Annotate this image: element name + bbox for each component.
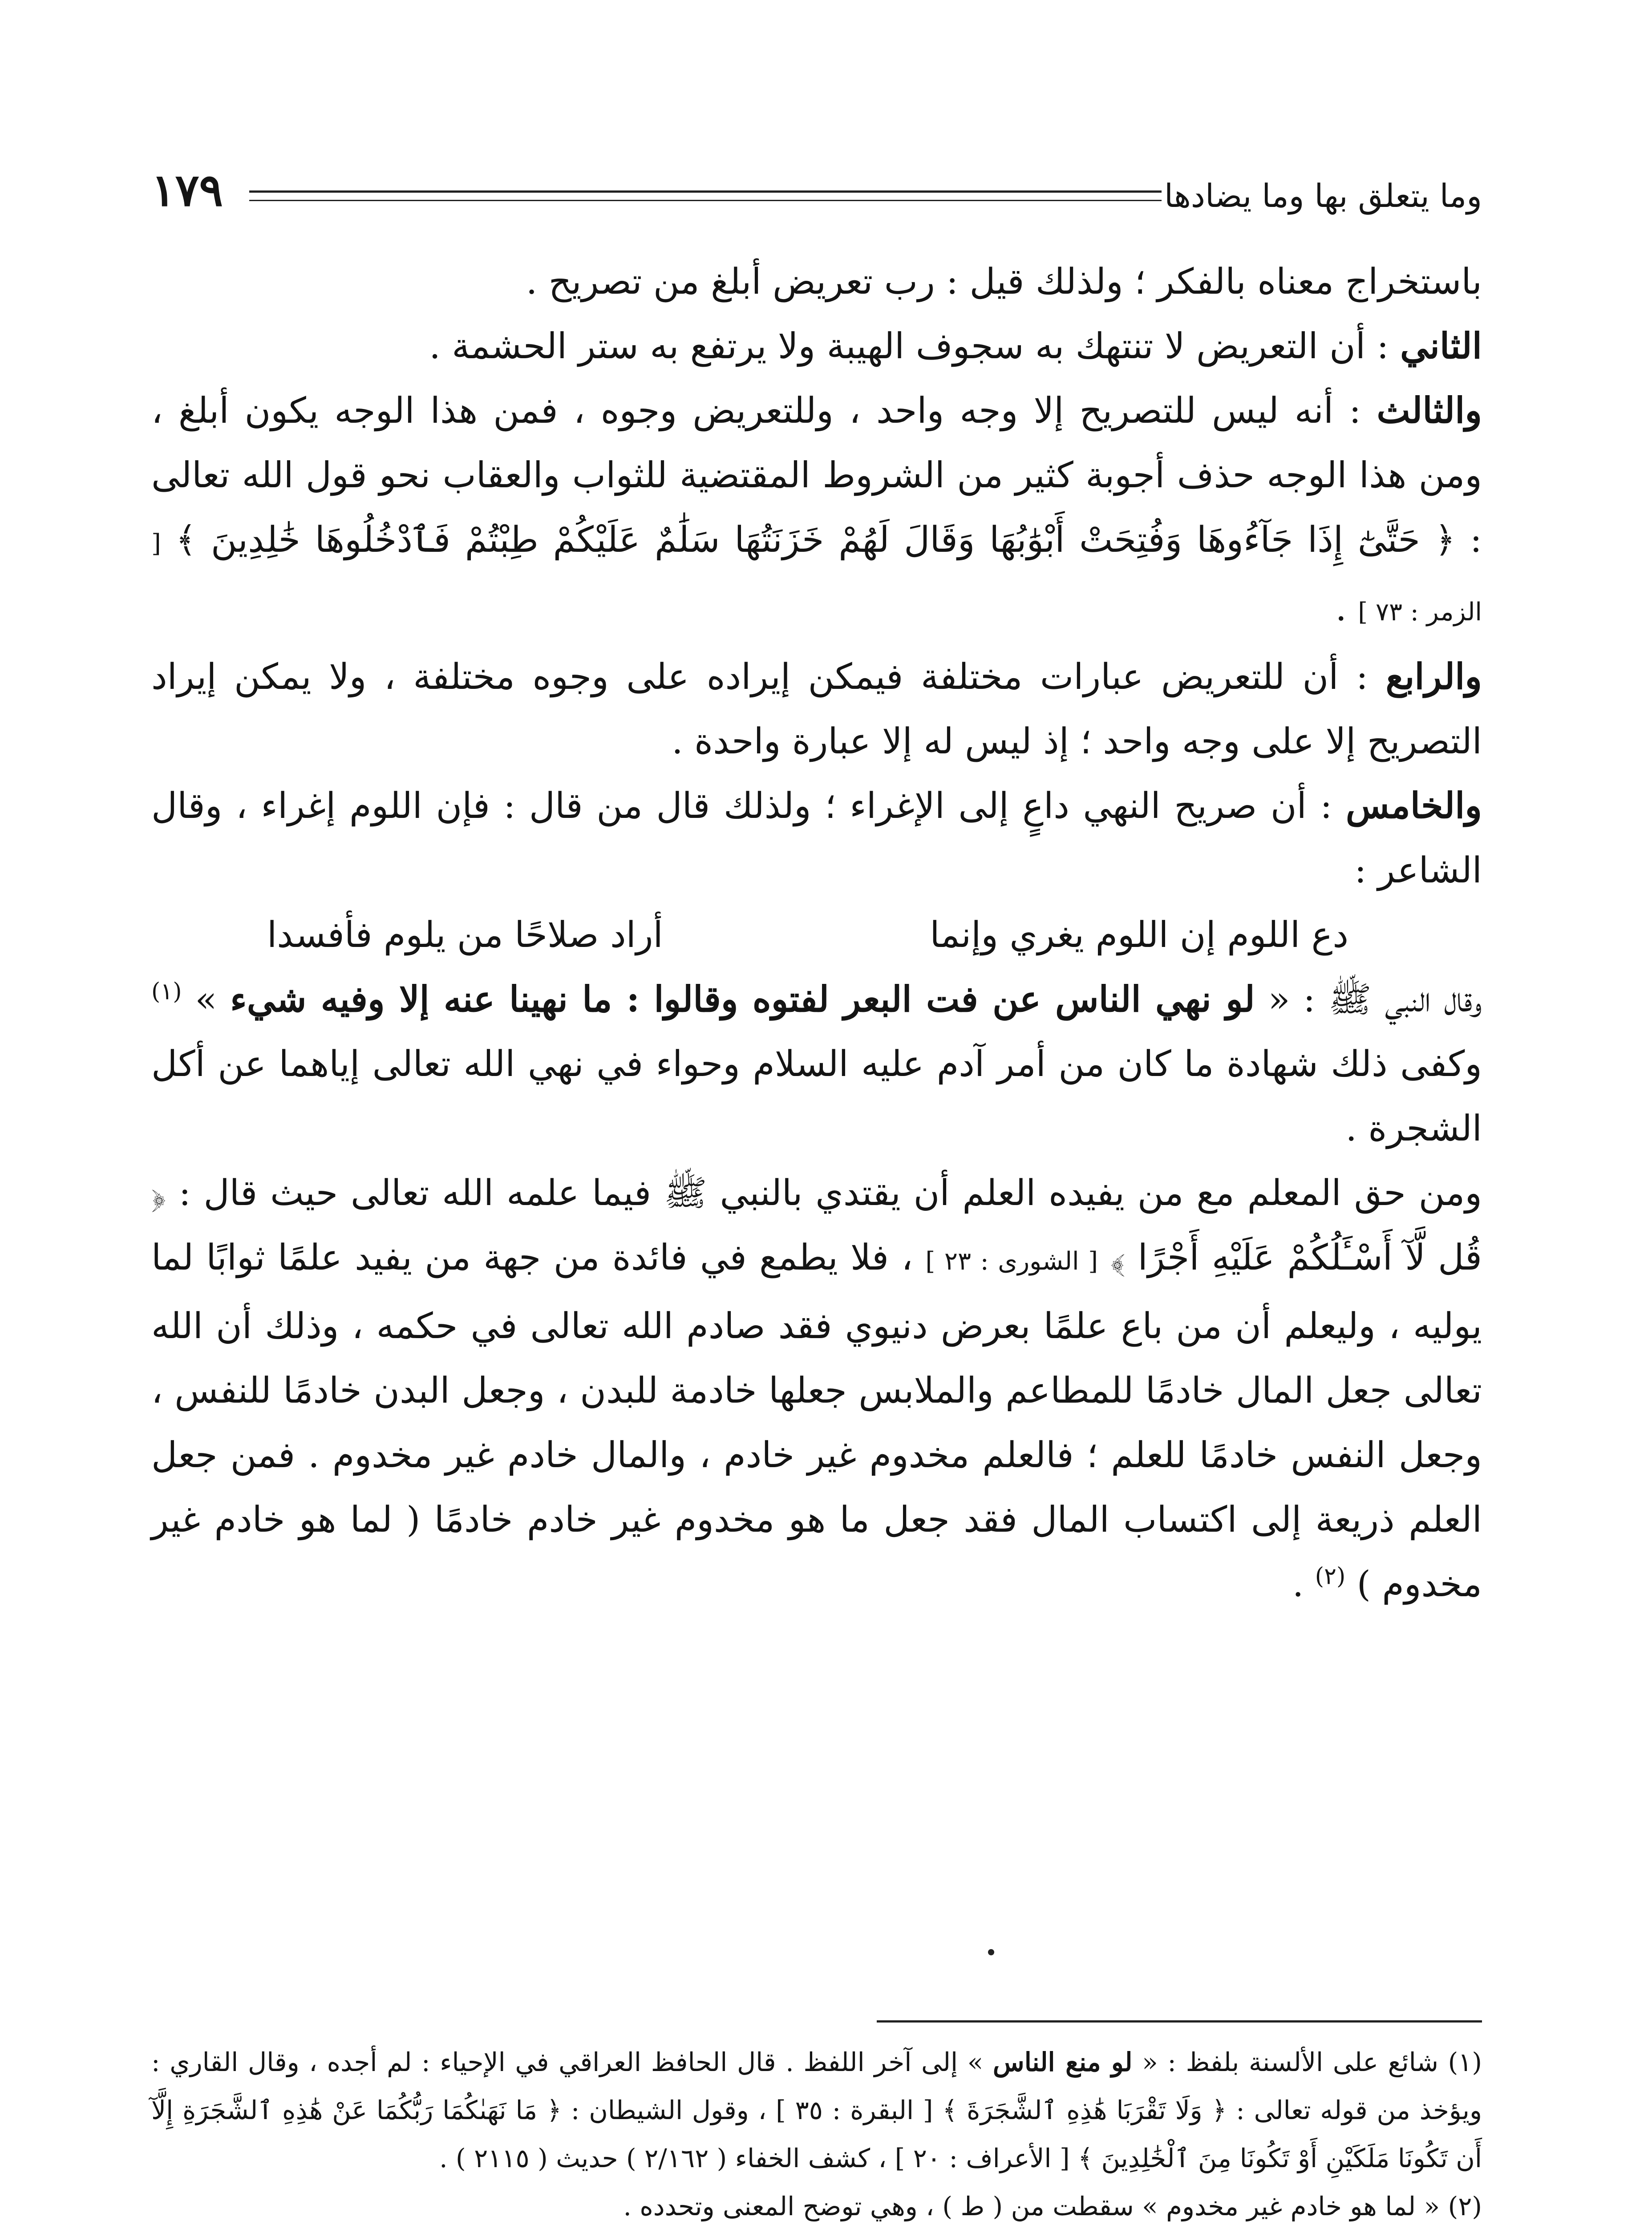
paragraph-2-text: : أن التعريض لا تنتهك به سجوف الهيبة ولا يرتفع به ستر الحشمة . [429,325,1400,367]
paragraph-7-text-b: ، فلا يطمع في فائدة من جهة من يفيد علمًا ثوابًا لما يوليه ، وليعلم أن من باع علمًا بعرض دنيوي فقد صادم الله تعالى في حكمه ، وذلك أن الله تعالى جعل المال خادمًا للمطاعم والملابس جعلها خادمة للبدن ، وجعل البدن خادمًا للنفس ، وجعل النفس خادمًا للعلم ؛ فالعلم مخدوم غير خادم ، والمال خادم غير مخدوم . فمن جعل العلم ذريعة إلى اكتساب المال فقد جعل ما هو مخدوم غير خادم خادمًا ( لما هو خادم غير مخدوم ) [151,1237,1482,1605]
paragraph-7-verse-ref: [ الشورى : ٢٣ ] [925,1247,1098,1276]
paragraph-2 [151,314,1482,378]
footnote-1 [151,2038,1482,2182]
footnote-1-text-a: (١) شائع على الألسنة بلفظ : « [1132,2047,1482,2077]
book-page [151,160,1482,2225]
paragraph-5-text: : أن صريح النهي داعٍ إلى الإغراء ؛ ولذلك قال من قال : فإن اللوم إغراء ، وقال الشاعر : [151,785,1482,891]
footnote-marker-1: (١) [151,978,182,1005]
paragraph-4-text: : أن للتعريض عبارات مختلفة فيمكن إيراده على وجوه مختلفة ، ولا يمكن إيراد التصريح إلا على وجه واحد ؛ إذ ليس له إلا عبارة واحدة . [151,656,1482,762]
footnote-1-text-b: » إلى آخر اللفظ . قال الحافظ العراقي في الإحياء : لم أجده ، وقال القاري : ويؤخذ من قوله تعالى : ﴿ وَلَا تَقْرَبَا هَٰذِهِ ٱلشَّجَرَةَ ﴾ [ البقرة : ٣٥ ] ، وقول الشيطان : ﴿ مَا نَهَىٰكُمَا رَبُّكُمَا عَنْ هَٰذِهِ ٱلشَّجَرَةِ إِلَّآ أَن تَكُونَا مَلَكَيْنِ أَوْ تَكُونَا مِنَ ٱلْخَٰلِدِينَ ﴾ [ الأعراف : ٢٠ ] ، كشف الخفاء ( ٢/١٦٢ ) حديث ( ٢١١٥ ) . [151,2047,1482,2173]
paragraph-3-text: : أنه ليس للتصريح إلا وجه واحد ، وللتعريض وجوه ، فمن هذا الوجه يكون أبلغ ، ومن هذا الوجه حذف أجوبة كثير من الشروط المقتضية للثواب والعقاب نحو قول الله تعالى : ﴿ حَتَّىٰٓ إِذَا جَآءُوهَا وَفُتِحَتْ أَبْوَٰبُهَا وَقَالَ لَهُمْ خَزَنَتُهَا سَلَٰمٌ عَلَيْكُمْ طِبْتُمْ فَٱدْخُلُوهَا خَٰلِدِينَ ﴾ [151,390,1482,560]
paragraph-3-label: والثالث [1377,389,1482,431]
paragraph-5 [151,773,1482,902]
paragraph-3-end: . [1335,587,1358,629]
ink-dot [988,1949,994,1955]
verse-hemistich-2: أراد صلاحًا من يلوم فأفسدا [267,914,663,955]
paragraph-5-label: والخامس [1345,785,1482,826]
paragraph-6-text: وكفى ذلك شهادة ما كان من أمر آدم عليه السلام وحواء في نهي الله تعالى إياهما عن أكل الشجرة . [151,1043,1482,1149]
header-rule [249,190,1162,201]
paragraph-6-intro: وقال النبي ﷺ : « [1255,979,1482,1020]
main-text [151,249,1482,1616]
paragraph-2-label: الثاني [1400,325,1482,367]
footnote-rule [877,2020,1482,2023]
verse-hemistich-1: دع اللوم إن اللوم يغري وإنما [930,914,1348,955]
paragraph-3 [151,378,1482,644]
paragraph-6 [151,967,1482,1161]
paragraph-7-end: . [1292,1563,1315,1605]
paragraph-3-verse-ref: [ الزمر : ٧٣ ] [151,529,1482,627]
paragraph-1-text: باستخراج معناه بالفكر ؛ ولذلك قيل : رب تعريض أبلغ من تصريح . [526,261,1482,302]
paragraph-4-label: والرابع [1385,655,1482,697]
footnote-2-text: (٢) « لما هو خادم غير مخدوم » سقطت من ( ط ) ، وهي توضح المعنى وتحدده . [623,2191,1482,2221]
footnote-marker-2: (٢) [1315,1563,1346,1590]
footnotes [151,2038,1482,2225]
hadith-text: لو نهي الناس عن فت البعر لفتوه وقالوا : ما نهينا عنه إلا وفيه شيء [230,978,1255,1020]
paragraph-6-close-quote: » [182,979,231,1020]
poetry-verse [151,902,1482,967]
footnote-1-bold: لو منع الناس [992,2047,1133,2077]
running-title: وما يتعلق بها وما يضادها [1164,177,1482,214]
paragraph-1 [151,249,1482,314]
running-header [151,160,1482,214]
page-number: ١٧٩ [151,164,223,216]
paragraph-7 [151,1161,1482,1616]
paragraph-4 [151,644,1482,773]
footnote-2 [151,2182,1482,2225]
paragraph-7-text-a: ومن حق المعلم مع من يفيده العلم أن يقتدي بالنبي ﷺ فيما علمه الله تعالى حيث قال : ﴿ قُل لَّآ أَسْـَٔلُكُمْ عَلَيْهِ أَجْرًا ﴾ [151,1172,1482,1278]
